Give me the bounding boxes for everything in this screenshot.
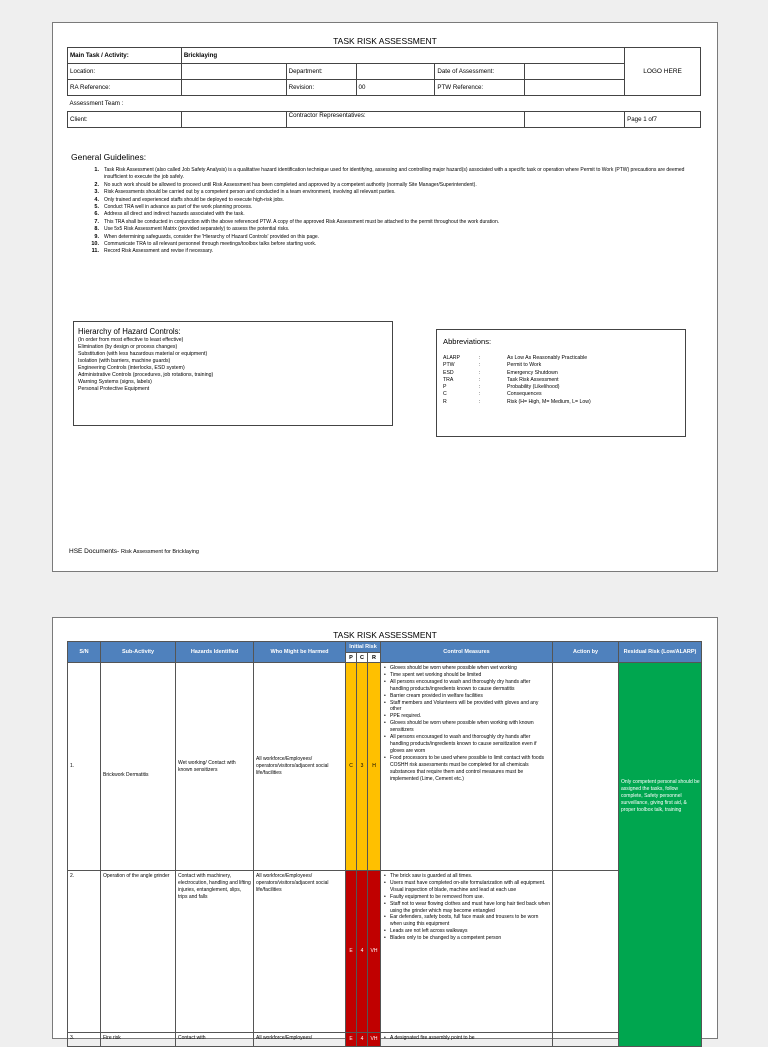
guideline-item xyxy=(83,211,695,218)
col-initial-risk: Initial Risk xyxy=(346,642,381,653)
control-measure: • Blades only to be changed by a competent person xyxy=(383,935,550,942)
abbreviation-key: C xyxy=(443,391,447,398)
guideline-number: 2. xyxy=(94,181,99,188)
table-row xyxy=(68,1033,702,1047)
control-measure: • Staff not to wear flowing clothes and must have long hair tied back when using the grinder which may become entangled xyxy=(383,901,550,915)
abbreviation-key: TRA xyxy=(443,376,454,383)
abbreviation-value: As Low As Reasonably Practicable xyxy=(507,355,588,361)
guideline-item xyxy=(83,167,695,182)
guideline-number: 3. xyxy=(94,189,99,196)
hierarchy-box xyxy=(73,321,393,426)
col-action-by: Action by xyxy=(553,642,619,663)
guideline-text: When determining safeguards, consider the 'Hierarchy of Hazard Controls' provided on this page. xyxy=(104,233,320,240)
guideline-text: Record Risk Assessment and revise if necessary. xyxy=(104,248,214,255)
table-row xyxy=(68,663,702,871)
guideline-item xyxy=(83,241,695,248)
guidelines-list xyxy=(83,167,695,256)
page-number: Page 1 of7 xyxy=(625,112,701,128)
abbreviation-row xyxy=(437,370,685,377)
risk-table xyxy=(67,641,702,1047)
control-measure: • Leads are not left across walkways xyxy=(383,928,550,935)
guideline-item xyxy=(83,219,695,226)
control-measure: • Time spent wet working should be limited xyxy=(383,672,550,679)
revision-value: 00 xyxy=(356,80,435,96)
row-controls xyxy=(381,871,553,1033)
guideline-item xyxy=(83,234,695,241)
abbreviation-row xyxy=(437,384,685,391)
abbreviation-key: ESD xyxy=(443,369,454,376)
abbreviation-value: Permit to Work xyxy=(507,362,542,369)
controls-list xyxy=(383,1035,550,1042)
control-measure: • Users must have completed on-site formularization with all equipment. Visual inspection of blade, machine and lead at each use xyxy=(383,880,550,894)
assessment-header-table xyxy=(67,47,701,128)
hierarchy-line: Personal Protective Equipment xyxy=(78,386,150,392)
footer-sub: Risk Assessment for Bricklaying xyxy=(121,549,199,555)
row-sub-activity: Brickwork Dermatitis xyxy=(101,663,176,871)
row-controls xyxy=(381,663,553,871)
guideline-number: 1. xyxy=(94,167,99,173)
ra-reference-label: RA Reference: xyxy=(68,80,182,96)
col-hazards: Hazards Identified xyxy=(176,642,254,663)
col-residual-risk: Residual Risk (Low/ALARP) xyxy=(619,642,702,663)
abbreviation-colon: : xyxy=(479,384,481,391)
row-sub-activity: Operation of the angle grinder xyxy=(101,871,176,1033)
guideline-number: 5. xyxy=(94,204,99,211)
risk-r: H xyxy=(368,663,381,871)
risk-p: C xyxy=(346,663,357,871)
guideline-item xyxy=(83,204,695,211)
col-sub-activity: Sub-Activity xyxy=(101,642,176,663)
controls-list xyxy=(383,665,550,782)
department-label: Department: xyxy=(286,64,356,80)
row-hazards: Wet working/ Contact with known sensitizers xyxy=(176,663,254,871)
hierarchy-line: Elimination (by design or process changes) xyxy=(78,344,178,350)
document-page-1 xyxy=(52,22,718,572)
abbreviation-colon: : xyxy=(479,398,481,405)
row-who-harmed: All workforce/Employees/ operators/visitors/adjacent social life/facilities xyxy=(254,663,346,871)
abbreviations-list xyxy=(437,355,685,406)
hierarchy-line: Substitution (with less hazardous material or equipment) xyxy=(78,351,208,357)
residual-risk-cell: Only competent personal should be assigned the tasks, follow complete, Safety personnel surveillance, giving first aid, & proper toolbox talk, training xyxy=(619,663,702,1047)
control-measure: • Barrier cream provided in welfare facilities xyxy=(383,693,550,700)
guideline-text: Only trained and experienced staffs should be deployed to execute high-risk jobs. xyxy=(104,196,285,203)
main-task-label: Main Task / Activity: xyxy=(68,48,182,64)
abbreviation-key: PTW xyxy=(443,362,455,369)
abbreviation-key: ALARP xyxy=(443,355,461,361)
controls-list xyxy=(383,873,550,942)
logo-placeholder: LOGO HERE xyxy=(625,48,701,96)
contractor-value xyxy=(525,112,625,128)
abbreviations-title: Abbreviations: xyxy=(443,337,492,346)
page-title: TASK RISK ASSESSMENT xyxy=(333,630,437,640)
revision-label: Revision: xyxy=(286,80,356,96)
contractor-label: Contractor Representatives: xyxy=(286,112,525,128)
guideline-text: Communicate TRA to all relevant personnel through meetings/toolbox talks before starting work. xyxy=(104,241,317,248)
abbreviation-row xyxy=(437,391,685,398)
guideline-text: Task Risk Assessment (also called Job Safety Analysis) is a qualitative hazard identification technique used for identifying, assessing and controlling major hazard(s) associated with a specific task or operation where Permit to Work (PTW) precautions are deemed insufficient to execute the job safely. xyxy=(104,167,685,181)
page-footer xyxy=(69,548,199,555)
row-action-by xyxy=(553,871,619,1033)
control-measure: • Food processors to be used where possible to limit contact with foods COSHH risk assessments must be completed for all chemicals substances that require them and control measures must be implemented (Lime, Cement etc.) xyxy=(383,755,550,783)
risk-c: 3 xyxy=(357,663,368,871)
ptw-reference-value xyxy=(525,80,625,96)
location-label: Location: xyxy=(68,64,182,80)
control-measure: • The brick saw is guarded at all times. xyxy=(383,873,550,880)
abbreviation-key: R xyxy=(443,398,447,405)
row-sn: 1. xyxy=(68,663,101,871)
row-sub-activity: Fire risk xyxy=(101,1033,176,1047)
row-sn: 2. xyxy=(68,871,101,1033)
hierarchy-title: Hierarchy of Hazard Controls: xyxy=(78,327,181,336)
abbreviation-value: Probability (Likelihood) xyxy=(507,384,560,391)
guideline-number: 8. xyxy=(94,226,99,233)
control-measure: • Gloves should be worn where possible when wet working xyxy=(383,665,550,672)
abbreviation-value: Consequences xyxy=(507,391,542,398)
location-value xyxy=(181,64,286,80)
row-action-by xyxy=(553,1033,619,1047)
department-value xyxy=(356,64,435,80)
col-sn: S/N xyxy=(68,642,101,663)
hierarchy-line: Warning Systems (signs, labels) xyxy=(78,379,152,385)
hierarchy-line: (In order from most effective to least effective) xyxy=(78,337,184,343)
abbreviation-value: Risk (H= High, M= Medium, L= Low) xyxy=(507,398,591,405)
guideline-number: 11. xyxy=(91,248,99,255)
row-sn: 3. xyxy=(68,1033,101,1047)
date-label: Date of Assessment: xyxy=(435,64,525,80)
guideline-item xyxy=(83,226,695,233)
control-measure: • Ear defenders, safety boots, full face mask and trousers to be worn when using this equipment xyxy=(383,914,550,928)
guideline-number: 7. xyxy=(94,218,99,225)
abbreviation-row xyxy=(437,362,685,369)
date-value xyxy=(525,64,625,80)
risk-r: VH xyxy=(368,871,381,1033)
risk-p: E xyxy=(346,871,357,1033)
control-measure: • Staff members and Volunteers will be provided with gloves and any other xyxy=(383,700,550,714)
abbreviation-row xyxy=(437,355,685,362)
abbreviation-colon: : xyxy=(479,391,481,398)
guideline-text: No such work should be allowed to proceed until Risk Assessment has been completed and approved by a competent authority (normally Site Manager/Superintendent). xyxy=(104,181,477,188)
row-hazards: Contact with machinery, electrocution, handling and lifting injuries, entanglement, slips, trips and falls xyxy=(176,871,254,1033)
hierarchy-lines xyxy=(74,337,392,393)
abbreviation-colon: : xyxy=(479,362,481,369)
abbreviation-value: Emergency Shutdown xyxy=(507,369,558,376)
control-measure: • PPE required. xyxy=(383,713,550,720)
ptw-reference-label: PTW Reference: xyxy=(435,80,525,96)
abbreviation-row xyxy=(437,399,685,406)
guideline-number: 6. xyxy=(94,211,99,218)
abbreviation-key: P xyxy=(443,384,447,391)
risk-r: VH xyxy=(368,1033,381,1047)
col-c: C xyxy=(357,653,368,663)
control-measure: • A designated fire assembly point to be xyxy=(383,1035,550,1042)
control-measure: • Gloves should be worn where possible when working with known sensitizers xyxy=(383,720,550,734)
guideline-item xyxy=(83,189,695,196)
col-who-harmed: Who Might be Harmed xyxy=(254,642,346,663)
abbreviation-colon: : xyxy=(479,369,481,376)
abbreviation-colon: : xyxy=(479,355,481,361)
guideline-number: 10. xyxy=(91,241,99,248)
row-action-by xyxy=(553,663,619,871)
guidelines-title: General Guidelines: xyxy=(71,152,147,162)
guideline-text: Use 5x5 Risk Assessment Matrix (provided separately) to assess the potential risks. xyxy=(104,226,290,233)
hierarchy-line: Engineering Controls (interlocks, ESD system) xyxy=(78,365,185,371)
row-controls xyxy=(381,1033,553,1047)
guideline-item xyxy=(83,197,695,204)
guideline-item xyxy=(83,248,695,255)
row-who-harmed: All workforce/Employees/ xyxy=(254,1033,346,1047)
risk-p: E xyxy=(346,1033,357,1047)
risk-c: 4 xyxy=(357,1033,368,1047)
ra-reference-value xyxy=(181,80,286,96)
col-control-measures: Control Measures xyxy=(381,642,553,663)
control-measure: • All persons encouraged to wash and thoroughly dry hands after handling products/ingredients known to cause sensitization even if gloves are worn xyxy=(383,734,550,755)
control-measure: • All persons encouraged to wash and thoroughly dry hands after handling products/ingredients known to cause dermatitis xyxy=(383,679,550,693)
document-page-2 xyxy=(52,617,718,1043)
table-row xyxy=(68,871,702,1033)
row-who-harmed: All workforce/Employees/ operators/visitors/adjacent social life/facilities xyxy=(254,871,346,1033)
guideline-text: Conduct TRA well in advance as part of the work planning process. xyxy=(104,204,253,211)
page-title: TASK RISK ASSESSMENT xyxy=(333,36,437,46)
row-hazards: Contact with xyxy=(176,1033,254,1047)
abbreviation-colon: : xyxy=(479,376,481,383)
control-measure: • Faulty equipment to be removed from use. xyxy=(383,894,550,901)
assessment-team-label: Assessment Team : xyxy=(68,96,701,112)
guideline-number: 4. xyxy=(94,196,99,203)
col-r: R xyxy=(368,653,381,663)
abbreviations-box xyxy=(436,329,686,437)
risk-c: 4 xyxy=(357,871,368,1033)
guideline-text: Risk Assessments should be carried out by a competent person and conducted in a team environment, involving all relevant parties. xyxy=(104,189,396,196)
guideline-text: This TRA shall be conducted in conjunction with the above referenced PTW. A copy of the approved Risk Assessment must be attached to the permit throughout the work duration. xyxy=(104,218,500,225)
guideline-number: 9. xyxy=(94,233,99,240)
abbreviation-value: Task Risk Assessment xyxy=(507,376,559,383)
guideline-text: Address all direct and indirect hazards associated with the task. xyxy=(104,211,245,218)
col-p: P xyxy=(346,653,357,663)
hierarchy-line: Administrative Controls (procedures, job rotations, training) xyxy=(78,372,214,378)
client-label: Client: xyxy=(68,112,182,128)
abbreviation-row xyxy=(437,377,685,384)
client-value xyxy=(181,112,286,128)
guideline-item xyxy=(83,182,695,189)
main-task-value: Bricklaying xyxy=(181,48,624,64)
footer-main: HSE Documents- xyxy=(69,548,122,555)
hierarchy-line: Isolation (with barriers, machine guards) xyxy=(78,358,171,364)
